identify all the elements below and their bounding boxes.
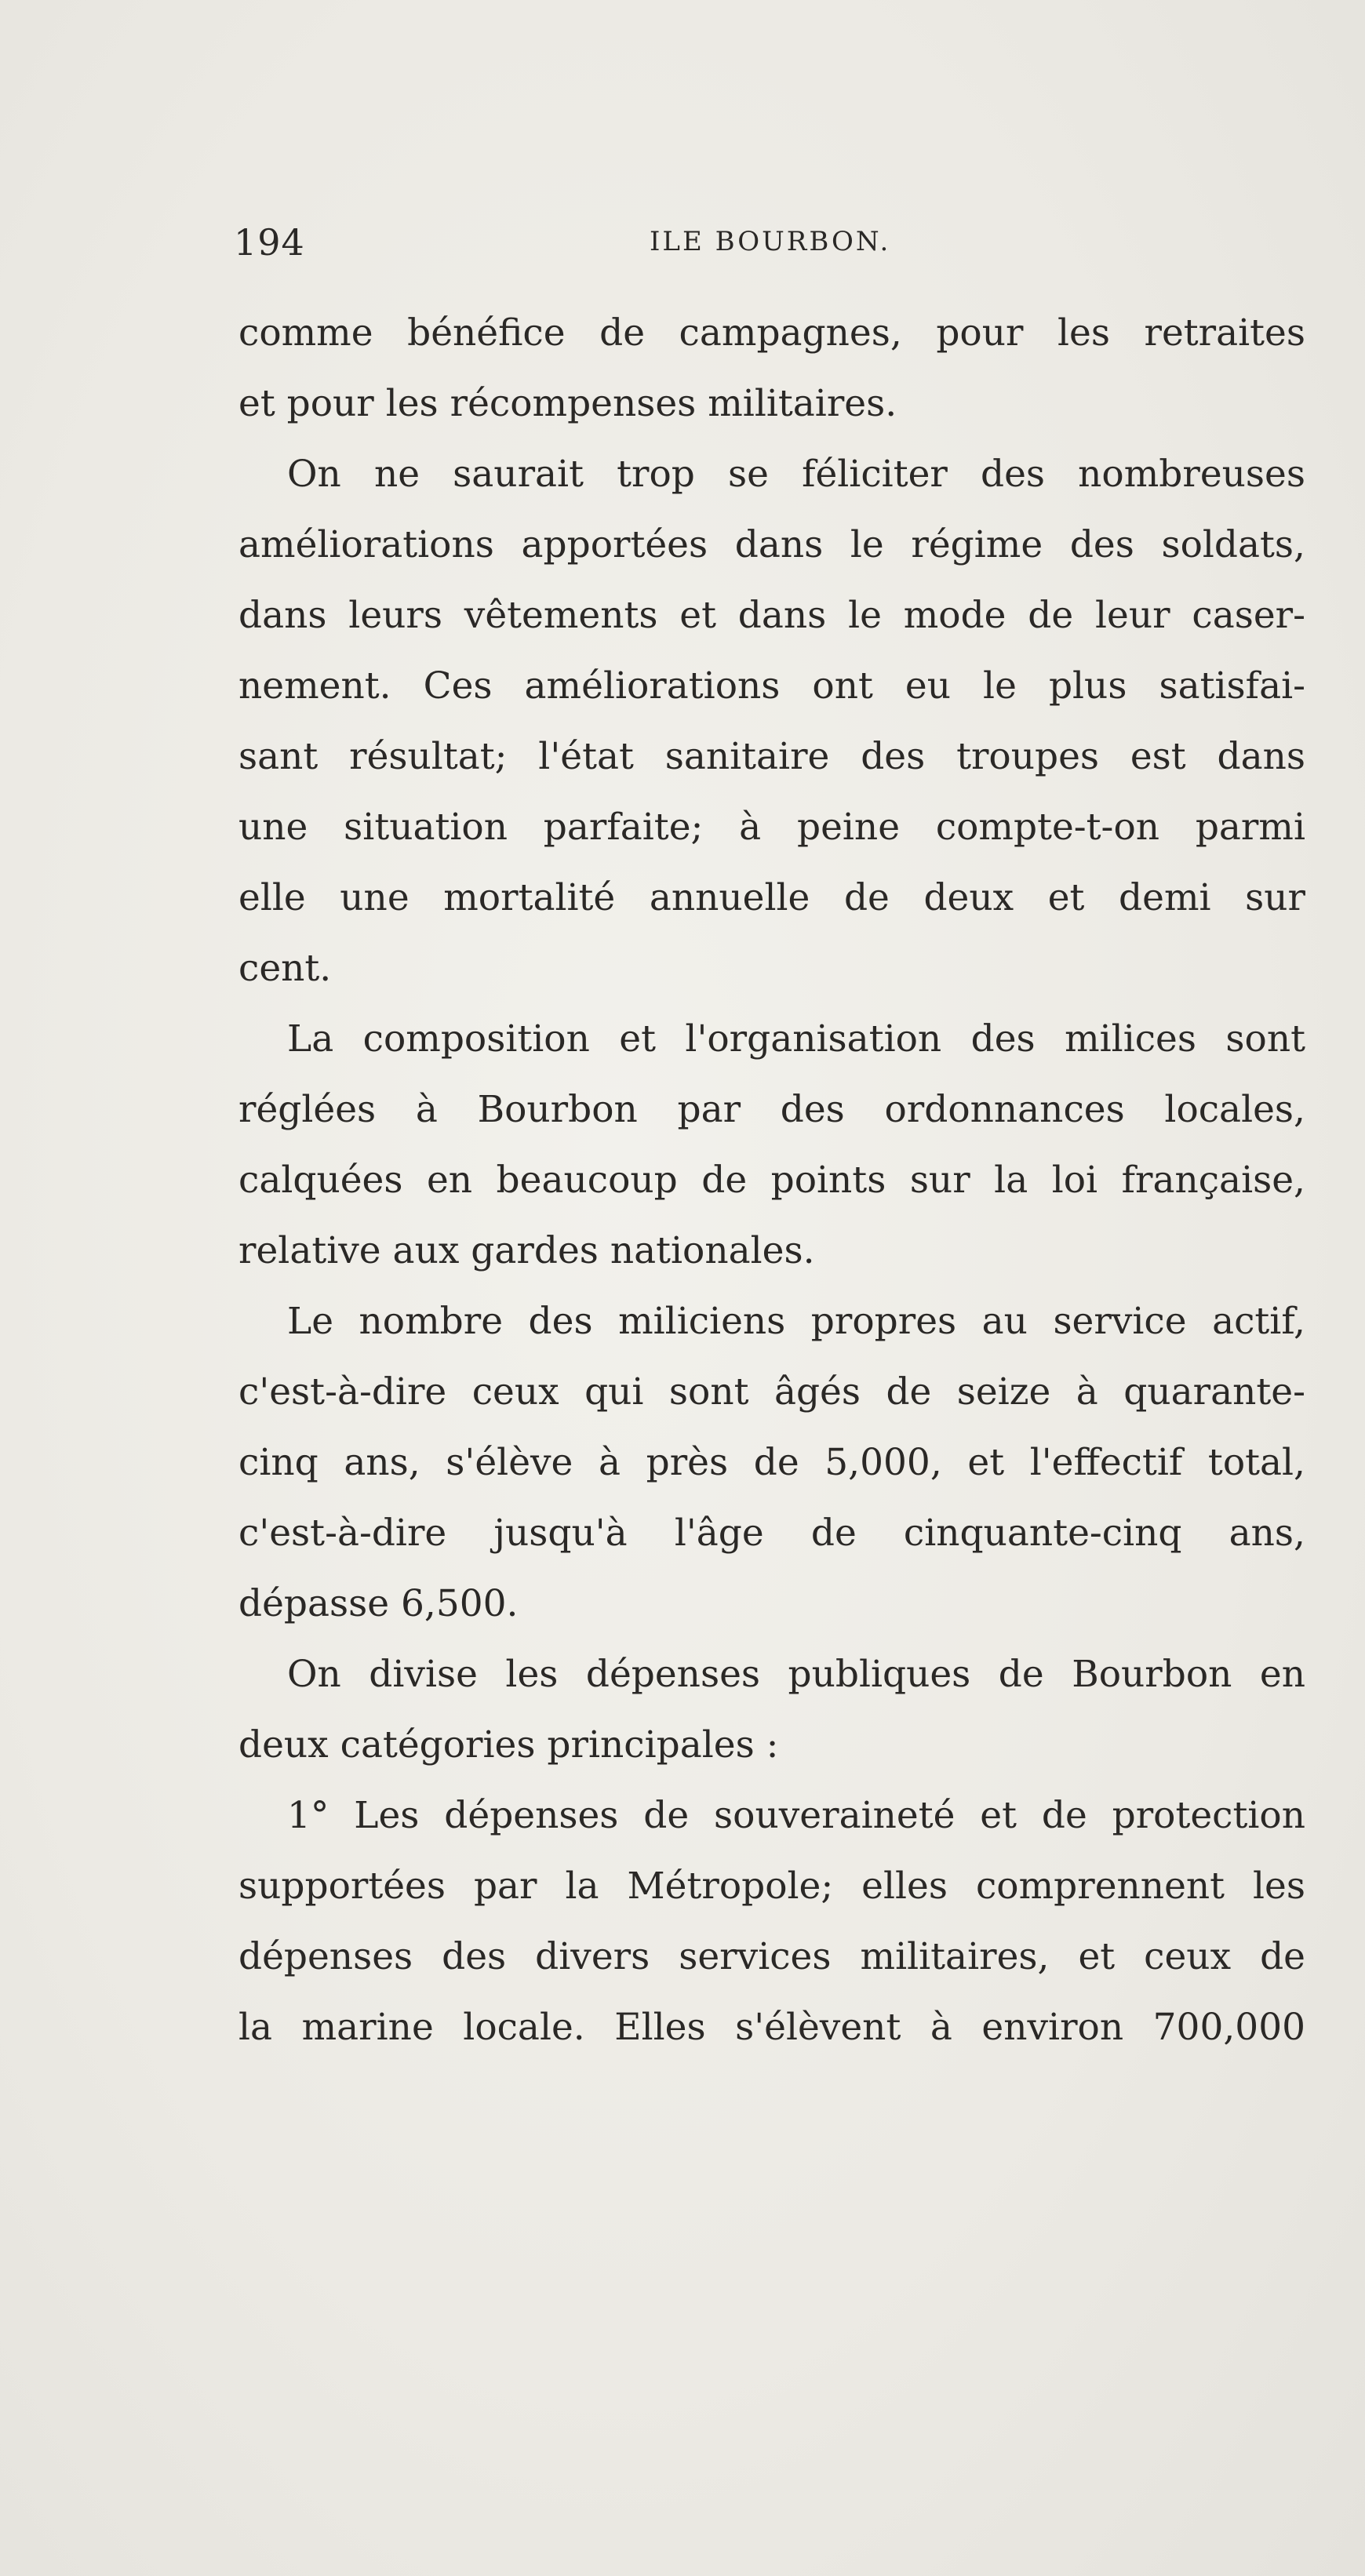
text-line: deux catégories principales :: [238, 1723, 779, 1766]
text-line: cinq ans, s'élève à près de 5,000, et l'effectif total,: [238, 1441, 1305, 1484]
text-line: Le nombre des miliciens propres au service actif,: [287, 1300, 1305, 1343]
text-line: et pour les récompenses militaires.: [238, 382, 897, 425]
text-line: c'est-à-dire jusqu'à l'âge de cinquante-cinq ans,: [238, 1512, 1305, 1555]
text-line: cent.: [238, 947, 332, 990]
text-line: sant résultat; l'état sanitaire des troupes est dans: [238, 735, 1305, 778]
text-line: une situation parfaite; à peine compte-t-on parmi: [238, 806, 1305, 849]
text-line: dans leurs vêtements et dans le mode de leur caser-: [238, 594, 1305, 637]
text-line: dépasse 6,500.: [238, 1582, 519, 1625]
text-line: supportées par la Métropole; elles comprennent les: [238, 1865, 1305, 1908]
running-title: ILE BOURBON.: [650, 226, 891, 257]
text-line: On divise les dépenses publiques de Bourbon en: [287, 1653, 1305, 1696]
text-line: améliorations apportées dans le régime des soldats,: [238, 523, 1305, 566]
text-line: nement. Ces améliorations ont eu le plus satisfai-: [238, 664, 1305, 708]
text-line: la marine locale. Elles s'élèvent à environ 700,000: [238, 2006, 1305, 2049]
page-header: [234, 221, 1302, 268]
text-line: La composition et l'organisation des milices sont: [287, 1017, 1305, 1061]
text-line: elle une mortalité annuelle de deux et demi sur: [238, 876, 1305, 919]
page-number: 194: [234, 221, 305, 264]
text-line: On ne saurait trop se féliciter des nombreuses: [287, 453, 1305, 496]
text-line: dépenses des divers services militaires, et ceux de: [238, 1935, 1305, 1978]
text-line: comme bénéfice de campagnes, pour les retraites: [238, 311, 1305, 355]
text-line: réglées à Bourbon par des ordonnances locales,: [238, 1088, 1305, 1131]
text-line: calquées en beaucoup de points sur la loi française,: [238, 1159, 1305, 1202]
text-line: c'est-à-dire ceux qui sont âgés de seize à quarante-: [238, 1370, 1305, 1414]
text-line: 1° Les dépenses de souveraineté et de protection: [287, 1794, 1305, 1837]
body-text: [238, 298, 1305, 2063]
text-line: relative aux gardes nationales.: [238, 1229, 815, 1272]
